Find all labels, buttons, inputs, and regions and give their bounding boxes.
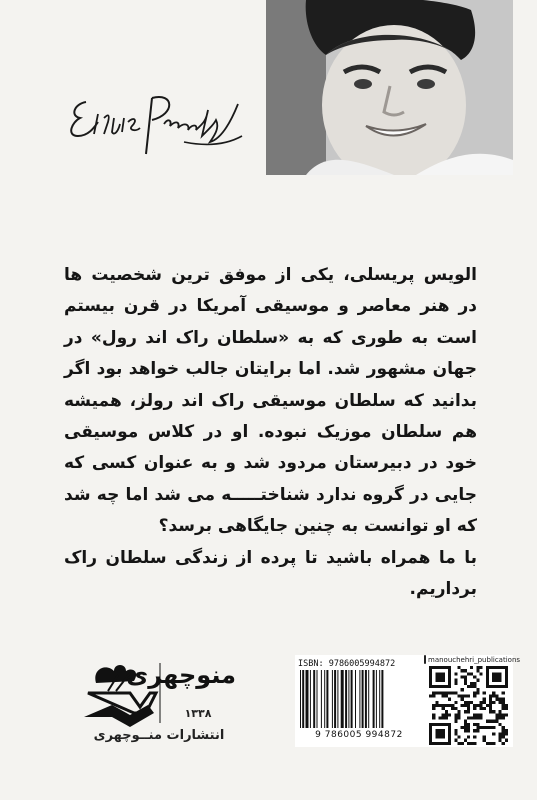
blurb-paragraph: الویس پریسلی، یکی از موفق ترین شخصیت ها در هنر معاصر و موسیقی آمریکا در قرن بیستم است به طوری که به «سلطان راک اند رول» در جهان مشهور شد. اما برایتان جالب خواهد بود اگر بدانید که سلطان موسیقی راک اند رولز، همیشه هم سلطان موزیک نبوده. او در کلاس موسیقی خود در دبیرستان مردود شد و به عنوان کسی که جایی در گروه ندارد شناختـــــه می شد اما چه شد که او توانست به چنین جایگاهی برسد؟ bbox=[64, 265, 477, 537]
publisher-founding-year: ۱۳۳۸ bbox=[184, 707, 212, 720]
blurb-closing-line: با ما همراه باشید تا پرده از زندگی سلطان راک برداریم. bbox=[64, 547, 477, 600]
author-portrait-photo bbox=[266, 0, 513, 175]
isbn-digits: 9 786005 994872 bbox=[315, 730, 403, 740]
social-handle-text: manouchehri_publications bbox=[428, 655, 521, 664]
publisher-logo-wordmark: منوچهری bbox=[126, 661, 236, 689]
publisher-name: انتشارات منــوچهری bbox=[93, 728, 225, 743]
qr-code-icon bbox=[429, 666, 508, 745]
elvis-presley-signature bbox=[64, 84, 248, 164]
book-blurb bbox=[64, 260, 477, 605]
isbn-barcode bbox=[298, 670, 420, 728]
isbn-label: ISBN: 9786005994872 bbox=[298, 659, 396, 669]
instagram-icon bbox=[424, 655, 426, 664]
social-handle bbox=[424, 655, 521, 664]
